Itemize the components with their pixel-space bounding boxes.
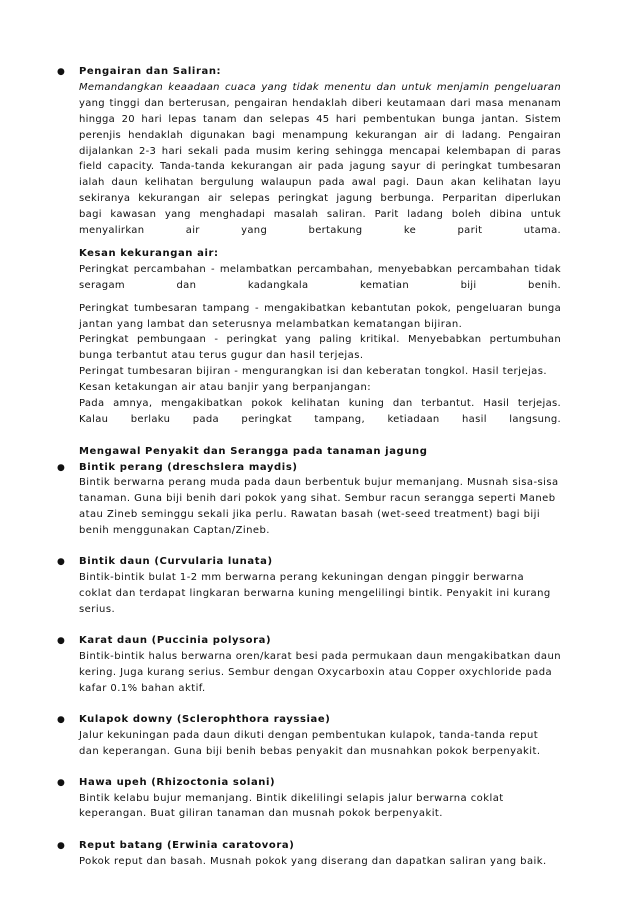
paragraph-line: field capacity. Tanda-tanda kekurangan air pada jagung sayur di peringkat tumbesaran — [79, 161, 561, 172]
pest-description-line: Bintik kelabu bujur memanjang. Bintik dikelilingi selapis jalur berwarna coklat — [79, 793, 504, 804]
pest-description-line: Jalur kekuningan pada daun dikuti dengan pembentukan kulapok, tanda-tanda reput — [79, 730, 539, 741]
pest-description-line: tanaman. Guna biji benih dari pokok yang sihat. Sembur racun serangga seperti Maneb — [79, 493, 556, 504]
pest-description-line: Bintik-bintik bulat 1-2 mm berwarna perang kekuningan dengan pinggir berwarna — [79, 572, 525, 583]
pest-description-line: dan keperangan. Guna biji benih bebas penyakit dan musnahkan pokok berpenyakit. — [79, 746, 541, 757]
pest-name: Kulapok downy (Sclerophthora rayssiae) — [79, 714, 331, 725]
bullet-icon: ● — [57, 715, 65, 725]
paragraph-line: Peringkat pembungaan - peringkat yang paling kritikal. Menyebabkan pertumbuhan — [79, 334, 561, 345]
paragraph-line: bagi kawasan yang menghadapi masalah saliran. Parit ladang boleh dibina untuk — [79, 209, 561, 220]
paragraph-line: seragam dan kadangkala kematian biji benih. — [79, 280, 561, 291]
paragraph-line: ialah daun kelihatan bergulung walaupun pada awal pagi. Daun akan kelihatan layu — [79, 177, 561, 188]
paragraph-line: bunga terbantut atau terus gugur dan hasil terjejas. — [79, 350, 364, 361]
pest-description-line: kering. Juga kurang serius. Sembur dengan Oxycarboxin atau Copper oxychloride pada — [79, 667, 553, 678]
section-heading-kesan: Kesan kekurangan air: — [79, 248, 219, 259]
pest-description-line: serius. — [79, 604, 116, 615]
pest-name: Bintik daun (Curvularia lunata) — [79, 556, 273, 567]
pest-description-line: benih menggunakan Captan/Zineb. — [79, 525, 270, 536]
pest-description-line: keperangan. Buat giliran tanaman dan musnah pokok berpenyakit. — [79, 808, 443, 819]
paragraph-line: Kesan ketakungan air atau banjir yang berpanjangan: — [79, 382, 372, 393]
bullet-icon: ● — [57, 636, 65, 646]
pests-section-title: Mengawal Penyakit dan Serangga pada tanaman jagung — [79, 446, 428, 457]
paragraph-line: Peringkat tumbesaran tampang - mengakibatkan kebantutan pokok, pengeluaran bunga — [79, 303, 561, 314]
pest-description-line: Bintik berwarna perang muda pada daun berbentuk bujur memanjang. Musnah sisa-sisa — [79, 477, 559, 488]
paragraph-line: hingga 20 hari lepas tanam dan selepas 45 hari pembentukan bunga jantan. Sistem — [79, 114, 561, 125]
paragraph-line: jantan yang lambat dan seterusnya melambatkan kematangan bijiran. — [79, 319, 463, 330]
bullet-icon: ● — [57, 463, 65, 473]
pest-description-line: Bintik-bintik halus berwarna oren/karat besi pada permukaan daun mengakibatkan daun — [79, 651, 562, 662]
bullet-icon: ● — [57, 841, 65, 851]
pest-description-line: atau Zineb seminggu sekali jika perlu. Rawatan basah (wet-seed treatment) bagi biji — [79, 509, 541, 520]
pest-name: Hawa upeh (Rhizoctonia solani) — [79, 777, 276, 788]
paragraph-line: menyalirkan air yang bertakung ke parit utama. — [79, 225, 561, 236]
pest-name: Bintik perang (dreschslera maydis) — [79, 462, 298, 473]
pest-name: Karat daun (Puccinia polysora) — [79, 635, 272, 646]
bullet-icon: ● — [57, 67, 65, 77]
paragraph-line: Pada amnya, mengakibatkan pokok kelihatan kuning dan terbantut. Hasil terjejas. — [79, 398, 561, 409]
bullet-icon: ● — [57, 557, 65, 567]
pest-description-line: kafar 0.1% bahan aktif. — [79, 683, 206, 694]
paragraph-line: Memandangkan keaadaan cuaca yang tidak menentu dan untuk menjamin pengeluaran — [79, 82, 561, 93]
section-heading-pengairan: Pengairan dan Saliran: — [79, 66, 222, 77]
pest-description-line: coklat dan terdapat lingkaran berwarna kuning mengelilingi bintik. Penyakit ini kurang — [79, 588, 551, 599]
paragraph-line: Peringat tumbesaran bijiran - mengurangkan isi dan keberatan tongkol. Hasil terjejas. — [79, 366, 548, 377]
paragraph-line: Peringkat percambahan - melambatkan percambahan, menyebabkan percambahan tidak — [79, 264, 561, 275]
pest-description-line: Pokok reput dan basah. Musnah pokok yang diserang dan dapatkan saliran yang baik. — [79, 856, 547, 867]
paragraph-line: yang tinggi dan berterusan, pengairan hendaklah diberi keutamaan dari masa menanam — [79, 98, 561, 109]
pest-name: Reput batang (Erwinia caratovora) — [79, 840, 295, 851]
paragraph-line: perenjis hendaklah digunakan bagi menampung kekurangan air di ladang. Pengairan — [79, 130, 561, 141]
paragraph-line: Kalau berlaku pada peringkat tampang, ketiadaan hasil langsung. — [79, 414, 561, 425]
paragraph-line: dijalankan 2-3 hari sekali pada musim kering sehingga mencapai kelembapan di paras — [79, 146, 561, 157]
paragraph-line: sekiranya kekurangan air selepas peringkat jagung berbunga. Perparitan diperlukan — [79, 193, 561, 204]
bullet-icon: ● — [57, 778, 65, 788]
